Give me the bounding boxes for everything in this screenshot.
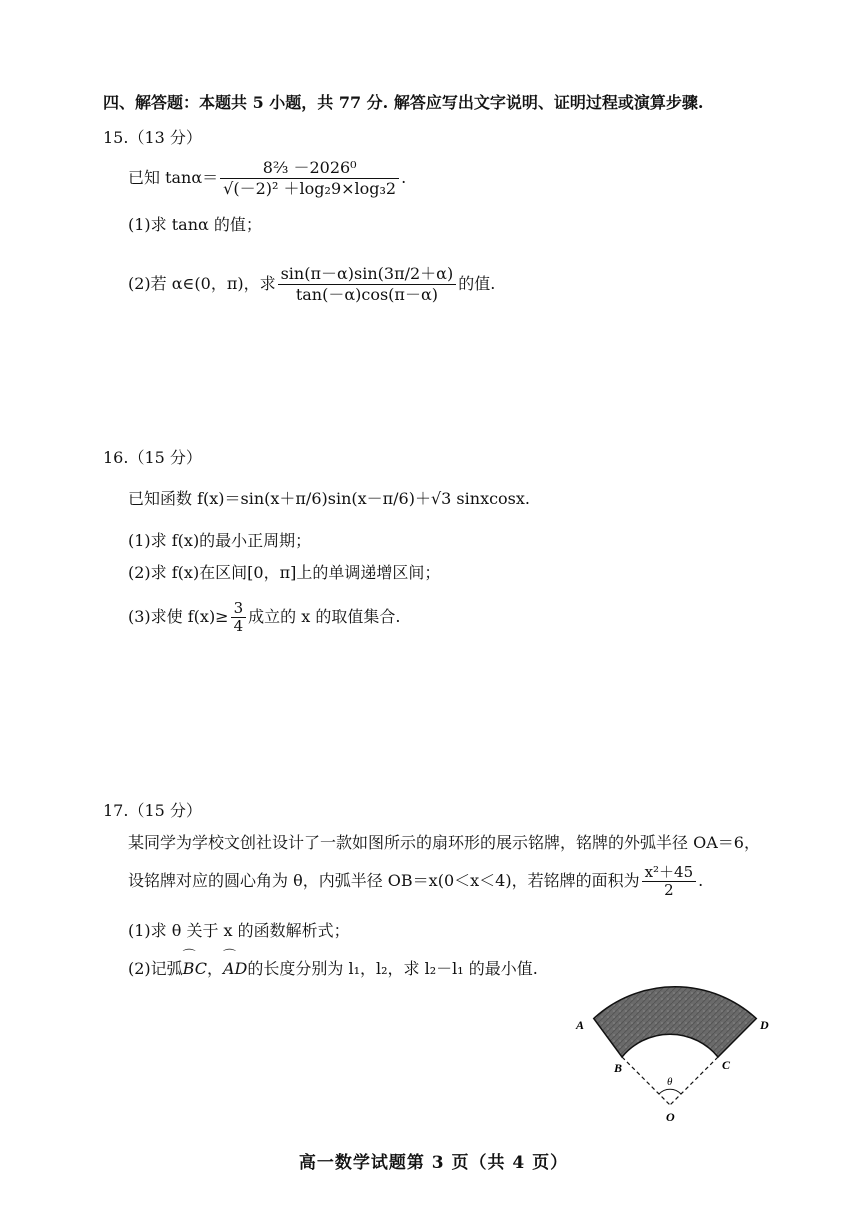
sector-ring bbox=[594, 987, 757, 1057]
q15-part2 bbox=[128, 264, 495, 305]
q16-part3-den: 4 bbox=[233, 617, 244, 635]
q17-line2-prefix: 设铭牌对应的圆心角为 θ，内弧半径 OB＝x(0＜x＜4)，若铭牌的面积为 bbox=[128, 871, 640, 890]
q16-part3-prefix: (3)求使 f(x)≥ bbox=[128, 607, 229, 626]
q15-number: 15.（13 分） bbox=[103, 128, 202, 147]
section-heading: 四、解答题：本题共 5 小题，共 77 分. 解答应写出文字说明、证明过程或演算步骤. bbox=[103, 93, 704, 112]
q17-area-num: x²＋45 bbox=[642, 864, 697, 882]
label-d: D bbox=[760, 1018, 769, 1032]
q16-part3-suffix: 成立的 x 的取值集合. bbox=[248, 607, 401, 626]
angle-theta-arc bbox=[659, 1089, 681, 1094]
q17-line2 bbox=[128, 864, 703, 899]
radius-oc bbox=[670, 1057, 718, 1105]
q15-given-fraction bbox=[220, 158, 399, 199]
q17-part2-suffix: 的长度分别为 l₁，l₂，求 l₂－l₁ 的最小值. bbox=[247, 959, 538, 978]
q17-area-den: 2 bbox=[664, 881, 674, 899]
q17-line1: 某同学为学校文创社设计了一款如图所示的扇环形的展示铭牌，铭牌的外弧半径 OA＝6， bbox=[128, 833, 760, 852]
q16-part3-fraction bbox=[231, 600, 247, 635]
label-c: C bbox=[722, 1058, 731, 1072]
annular-sector-figure bbox=[570, 985, 790, 1130]
radius-ob bbox=[622, 1057, 670, 1105]
q17-part2 bbox=[128, 958, 538, 980]
label-theta: θ bbox=[667, 1076, 673, 1088]
q16-part3-num: 3 bbox=[231, 600, 247, 618]
q15-part2-den: tan(－α)cos(π－α) bbox=[295, 285, 438, 304]
q15-part2-fraction bbox=[278, 264, 457, 305]
q17-part2-prefix: (2)记弧 bbox=[128, 959, 183, 978]
q15-given-num: 8⅔ －2026⁰ bbox=[220, 158, 399, 179]
label-a: A bbox=[576, 1018, 585, 1032]
label-b: B bbox=[614, 1061, 623, 1075]
q17-part1: (1)求 θ 关于 x 的函数解析式； bbox=[128, 921, 350, 940]
q15-given: 已知 tanα＝ $\frac{\text{8⅔ －2026⁰}}{\text{√(－2)² ＋log₂9×log₃2}}$ . bbox=[128, 158, 407, 198]
page-footer: 高一数学试题第 3 页（共 4 页） bbox=[298, 1153, 569, 1173]
q16-part3 bbox=[128, 600, 400, 635]
q15-part2-prefix: (2)若 α∈(0，π)，求 bbox=[128, 274, 276, 293]
q15-part1: (1)求 tanα 的值； bbox=[128, 215, 262, 234]
q16-part2: (2)求 f(x)在区间[0，π]上的单调递增区间； bbox=[128, 563, 441, 582]
arc-ad-label: ⌒ AD bbox=[223, 958, 247, 980]
q15-given-den: √(－2)² ＋log₂9×log₃2 bbox=[223, 179, 397, 198]
q17-number: 17.（15 分） bbox=[103, 801, 202, 820]
q16-part1: (1)求 f(x)的最小正周期； bbox=[128, 531, 312, 550]
q15-part2-num: sin(π－α)sin(3π/2＋α) bbox=[278, 264, 457, 285]
q16-given: 已知函数 f(x)＝sin(x＋π/6)sin(x－π/6)＋√3 sinxcosx. bbox=[128, 489, 531, 508]
q17-part2-sep: ， bbox=[206, 959, 223, 978]
q17-area-fraction bbox=[642, 864, 697, 899]
q15-given-prefix: 已知 tanα＝ bbox=[128, 168, 219, 187]
q17-line2-suffix: . bbox=[698, 871, 704, 890]
label-o: O bbox=[666, 1110, 675, 1124]
q15-part2-suffix: 的值. bbox=[458, 274, 496, 293]
arc-bc-label: ⌒ BC bbox=[183, 958, 207, 980]
q16-number: 16.（15 分） bbox=[103, 448, 202, 467]
